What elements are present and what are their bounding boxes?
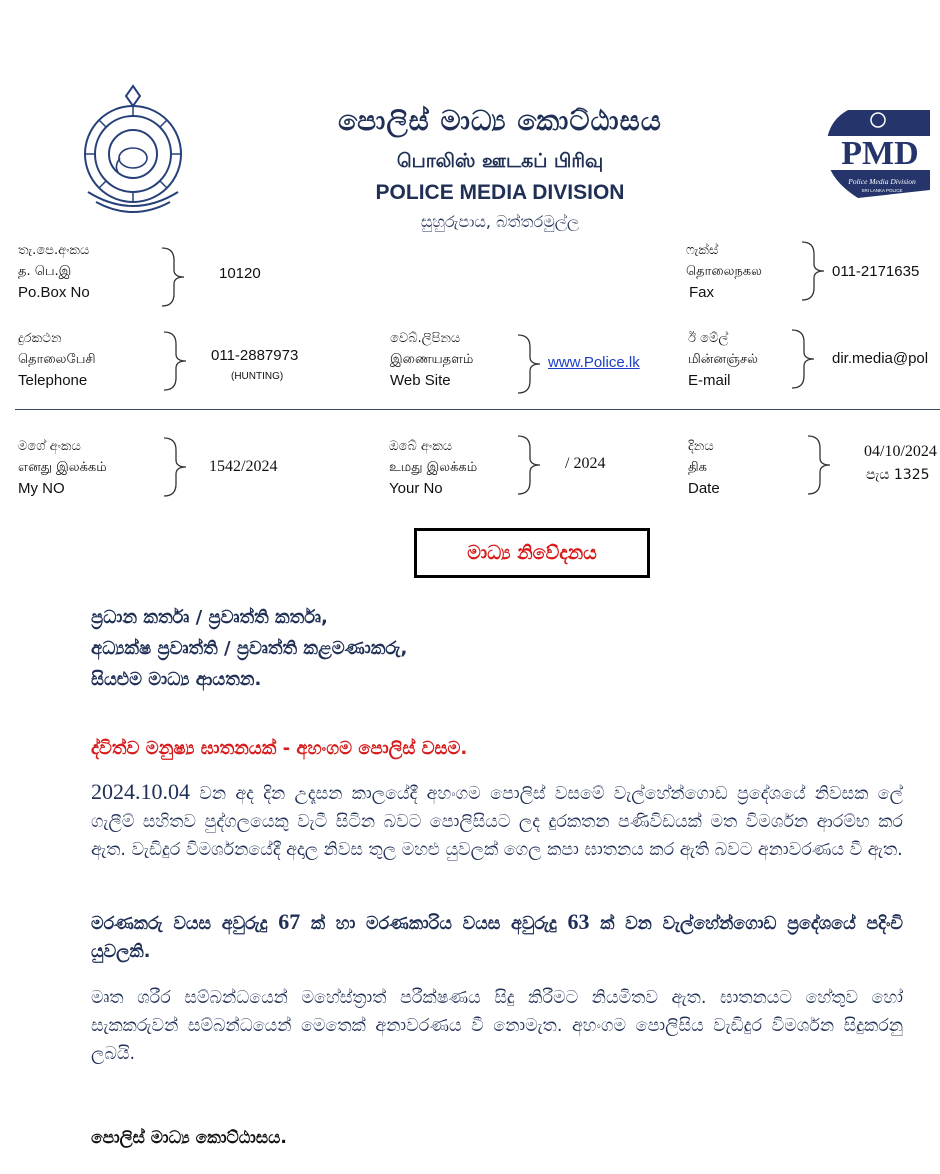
- paragraph-1-text: වන අද දින උදෑසන කාලයේදී අහංගම පොලිස් වසමේ වැල්හේන්ගොඩ ප්‍රදේශයේ නිවසක ලේ ගැලීම් සහිතව පුද්ගලයෙකු වැටී සිටින බවට පොලිසියට ලද දුරකතන පණිවිඩයක් මත විමර්ශන ආරම්භ කර ඇත. වැඩිදුර විමර්ශනයේදී අදාල නිවස තුල මහළු යුවලක් ගෙල කපා ඝාතනය කර ඇති බවට අනාවරණය වී ඇත.: [91, 784, 903, 860]
- telephone-note: (HUNTING): [231, 371, 284, 382]
- brace: [516, 333, 546, 395]
- paragraph-1-date: 2024.10.04: [91, 779, 190, 804]
- fax-label: ෆැක්ස් தொலைநகல Fax: [686, 243, 762, 301]
- email-label: ඊ මේල් மின்னஞ்சல் E-mail: [688, 331, 758, 389]
- paragraph-3: මෘත ශරීර සම්බන්ධයෙන් මහේස්ත්‍රාත් පරීක්ෂණය සිදු කිරීමට නියමිතව ඇත. ඝාතනයට හේතුව හෝ සැකකරුවන් සම්බන්ධයෙන් මෙතෙක් අනාවරණය වී නොමැත. අහංගම පොලිසිය වැඩිදුර විමර්ශන සිදුකරනු ලබයි.: [91, 988, 903, 1064]
- paragraph-1: [91, 778, 903, 864]
- pmd-logo-country: SRI LANKA POLICE: [861, 188, 903, 193]
- date-value: 04/10/2024: [864, 443, 937, 460]
- addressee-list: [91, 602, 407, 695]
- pobox-value: 10120: [219, 265, 261, 282]
- email-value: dir.media@pol: [832, 350, 929, 367]
- paragraph-2-text: මරණකරු වයස අවුරුදු: [91, 914, 279, 934]
- header-title-sinhala: පොලිස් මාධ්‍ය කොට්ඨාසය: [338, 104, 662, 137]
- brace: [800, 240, 830, 302]
- divider-line: [15, 409, 940, 410]
- your-no-value: / 2024: [565, 455, 606, 472]
- notice-title: මාධ්‍ය නිවේදනය: [414, 528, 650, 578]
- your-no-label: ඔබේ අංකය உமது இலக்கம் Your No: [389, 439, 478, 497]
- age-deceased-male: 67: [278, 909, 301, 934]
- signature: පොලිස් මාධ්‍ය කොට්ඨාසය.: [91, 1128, 287, 1148]
- telephone-label: දුරකථන தொலைபேசி Telephone: [18, 331, 96, 389]
- addressee-line: ප්‍රධාන කර්තෘ / ප්‍රවෘත්ති කර්තෘ,: [91, 607, 328, 628]
- my-no-label: මගේ අංකය எனது இலக்கம் My NO: [18, 439, 107, 497]
- pmd-logo-text: PMD: [841, 135, 919, 172]
- date-time: පැය 1325: [866, 467, 930, 483]
- my-no-value: 1542/2024: [209, 458, 278, 475]
- paragraph-2: [91, 908, 903, 966]
- date-label: දිනය திக Date: [688, 439, 720, 497]
- header-title-english: POLICE MEDIA DIVISION: [375, 181, 625, 204]
- telephone-value: 011-2887973: [211, 347, 299, 364]
- pobox-label: තැ.පෙ.අංකය த. பெ.இ Po.Box No: [18, 243, 90, 301]
- brace: [806, 434, 836, 496]
- pmd-logo-subtext: Police Media Division: [848, 177, 916, 186]
- website-link[interactable]: www.Police.lk: [548, 354, 640, 371]
- paragraph-2-text: ක් වන වැල්හේන්ගොඩ ප්‍රදේශයේ පදිංචි යුවලකි.: [91, 914, 904, 962]
- header-title-tamil: பொலிஸ் ஊடகப் பிரிவு: [396, 150, 604, 172]
- brace: [516, 434, 546, 496]
- brace: [790, 328, 820, 390]
- addressee-line: සියළුම මාධ්‍ය ආයතන.: [91, 669, 262, 690]
- paragraph-2-text: ක් හා මරණකාරිය වයස අවුරුදු: [300, 914, 568, 934]
- addressee-line: අධ්‍යක්ෂ ප්‍රවෘත්ති / ප්‍රවෘත්ති කළමණාකරු,: [91, 638, 408, 659]
- brace: [162, 436, 192, 498]
- age-deceased-female: 63: [567, 909, 590, 934]
- brace: [162, 330, 192, 392]
- header-location: සුහුරුපාය, බත්තරමුල්ල: [420, 212, 580, 231]
- fax-value: 011-2171635: [832, 263, 920, 280]
- brace: [160, 246, 190, 308]
- subject-heading: ද්විත්ව මනුෂ්‍ය ඝාතනයක් - අහංගම පොලිස් වසම.: [91, 738, 468, 759]
- website-label: වෙබ්.ලිපිනය இணையதளம் Web Site: [390, 331, 474, 389]
